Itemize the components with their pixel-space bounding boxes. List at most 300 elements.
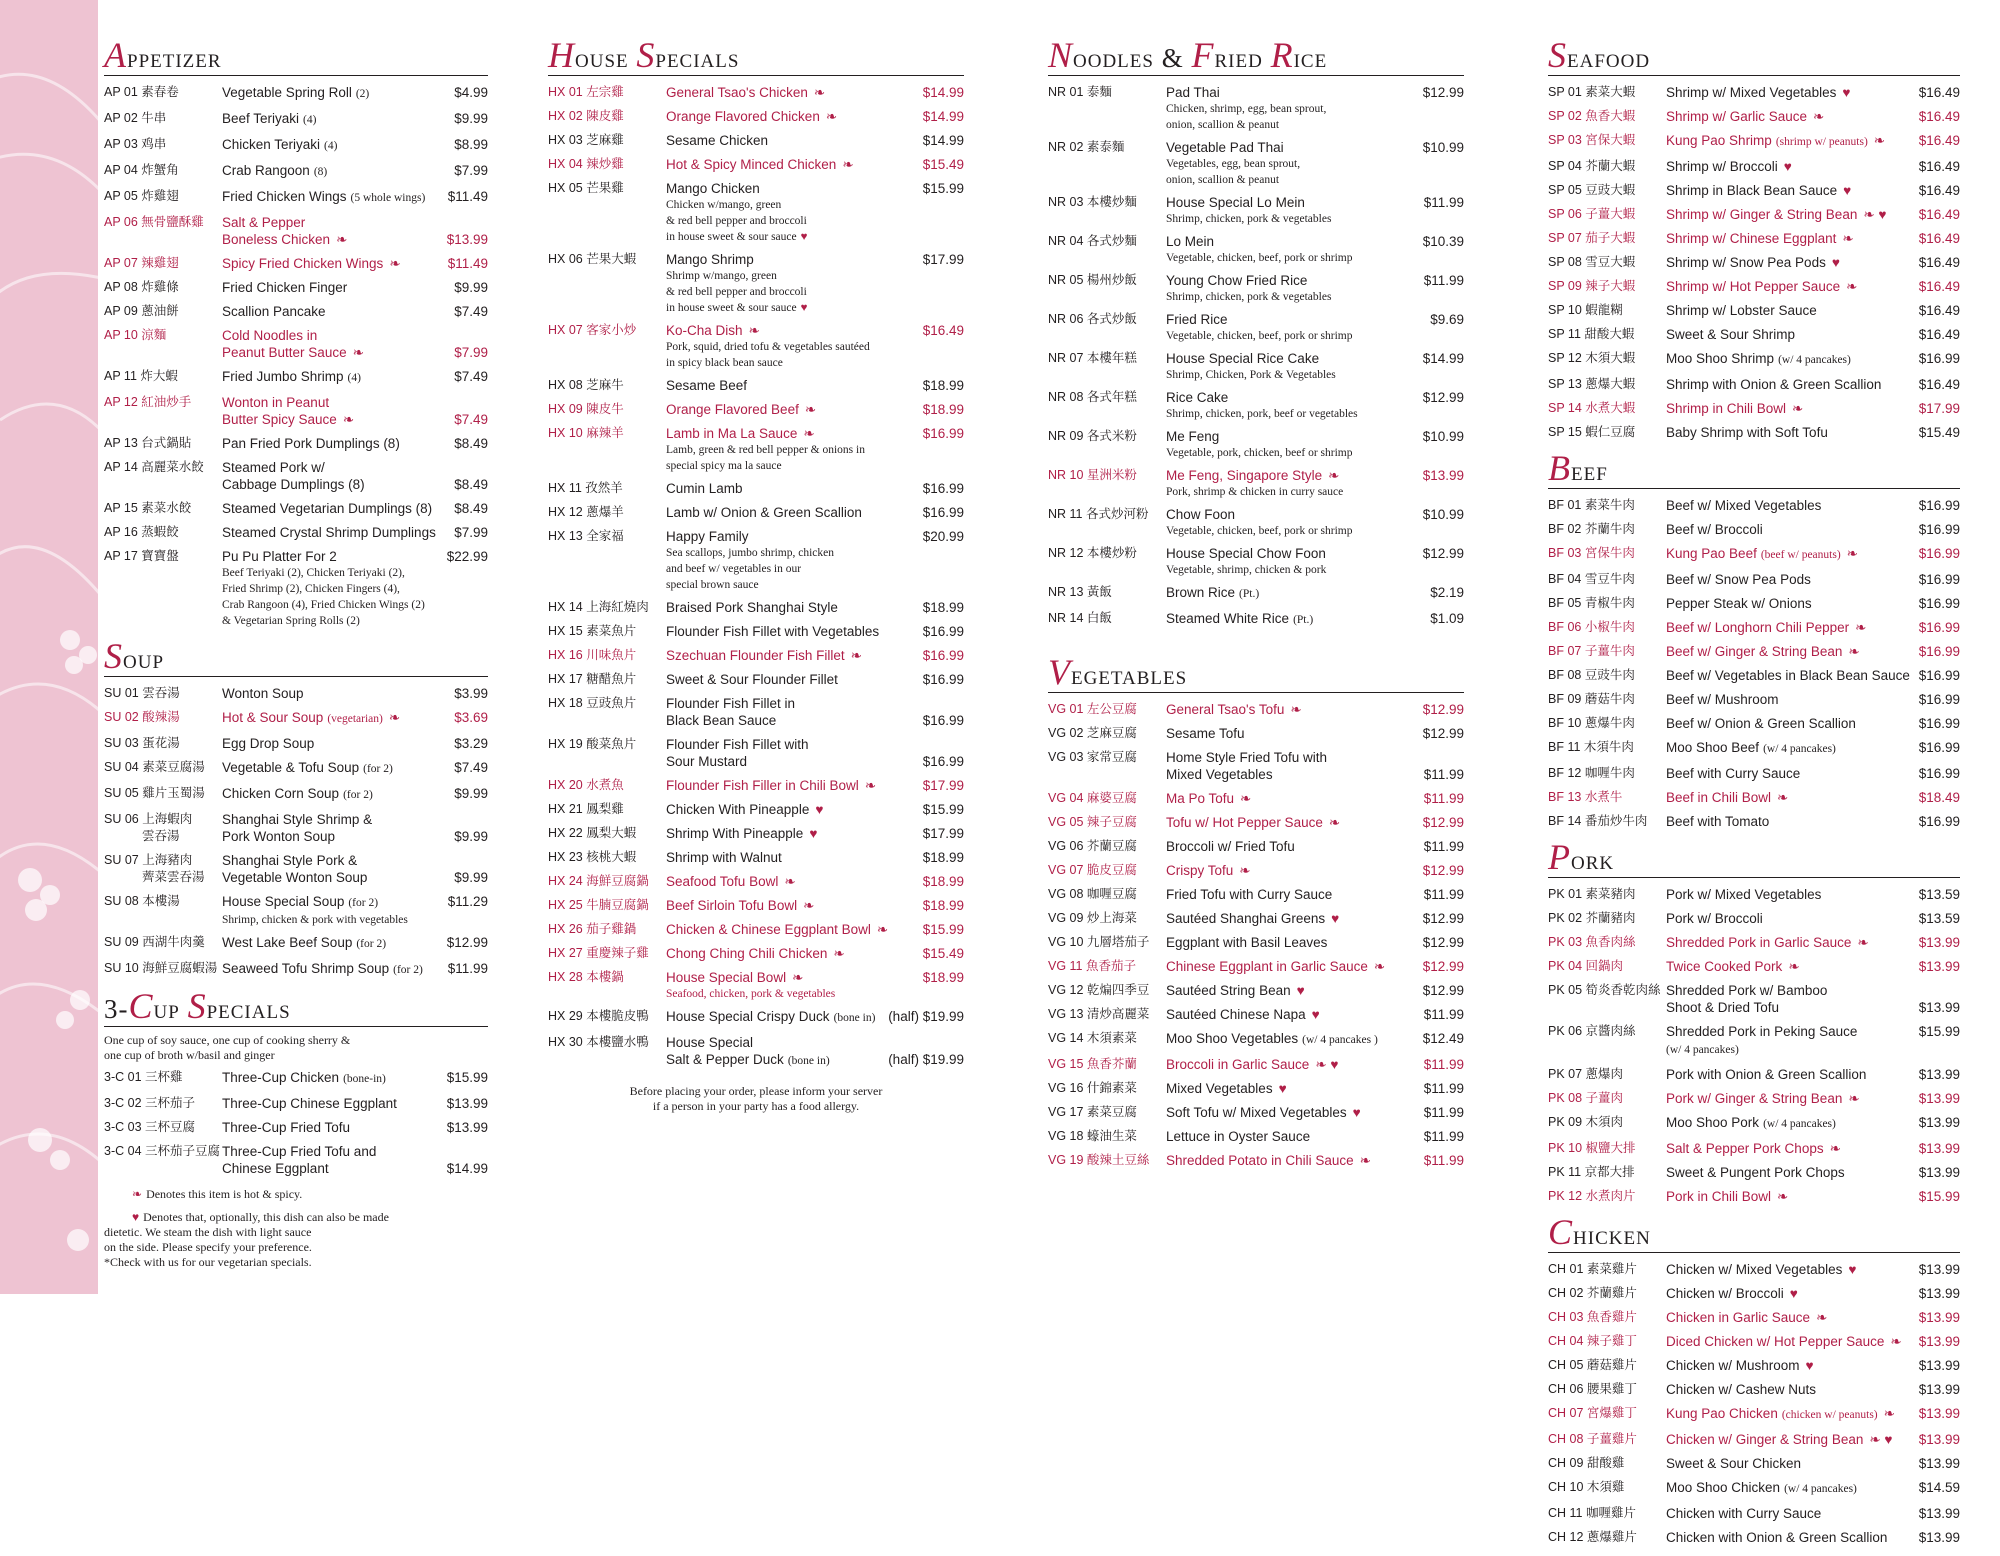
item-price: $16.49: [922, 323, 964, 338]
item-name-text: Shredded Pork in Peking Sauce: [1666, 1024, 1858, 1039]
menu-item: [1548, 1090, 1960, 1107]
floral-pattern: [0, 0, 98, 1294]
item-qualifier: (bone in): [833, 1012, 876, 1024]
item-name-text: Sweet & Sour Shrimp: [1666, 327, 1796, 342]
item-name-line2: [222, 411, 488, 428]
item-code: SU 07 上海豬肉: [104, 853, 193, 867]
hot-spicy-icon: ❧: [1240, 791, 1252, 806]
item-code: HX 17 糖醋魚片: [548, 672, 637, 686]
item-description: [666, 197, 964, 245]
item-price: $16.49: [1918, 183, 1960, 198]
item-price: $16.99: [1918, 716, 1960, 731]
item-code: VG 11 魚香茄子: [1048, 959, 1136, 973]
item-price: $16.99: [922, 672, 964, 687]
item-price: $3.29: [454, 736, 488, 751]
hot-spicy-icon: ❧: [813, 85, 826, 100]
item-description: [1166, 367, 1464, 383]
item-code: BF 04 雪豆牛肉: [1548, 572, 1635, 586]
item-price: $13.99: [1918, 1067, 1960, 1082]
item-name: [1166, 1030, 1464, 1049]
item-name-text: Ko-Cha Dish: [666, 323, 743, 338]
item-name-text: Salt & Pepper: [222, 215, 306, 230]
item-name: [666, 425, 964, 442]
footnote-text: Denotes this item is hot & spicy.: [146, 1187, 303, 1201]
item-name-text: Orange Flavored Beef: [666, 402, 799, 417]
item-name-text: Soft Tofu w/ Mixed Vegetables: [1166, 1105, 1347, 1120]
menu-item: [1548, 1114, 1960, 1133]
item-code: SP 14 水煮大蝦: [1548, 401, 1636, 415]
item-name-text: Fried Rice: [1166, 312, 1228, 327]
item-description: [222, 912, 488, 928]
item-description-text: Sea scallops, jumbo shrimp, chicken and beef w/ vegetables in our special brown sauce: [666, 547, 834, 591]
item-name-text: Chicken with Onion & Green Scallion: [1666, 1530, 1888, 1545]
item-price: $11.99: [1423, 273, 1464, 288]
item-description-text: Vegetable, shrimp, chicken & pork: [1166, 564, 1327, 576]
menu-item: [548, 945, 964, 962]
hot-spicy-icon: ❧: [342, 412, 355, 427]
item-name-text: Broccoli in Garlic Sauce: [1166, 1057, 1310, 1072]
item-description: [1166, 562, 1464, 578]
item-code: SU 05 雞片玉蜀湯: [104, 786, 205, 800]
hot-spicy-icon: ❧: [803, 426, 815, 441]
menu-item: [104, 960, 488, 979]
item-name-text: Home Style Fried Tofu with: [1166, 750, 1328, 765]
item-name: [1666, 400, 1960, 417]
menu-item: [104, 136, 488, 155]
section-title: Seafood: [1548, 38, 1960, 76]
item-code: SU 09 西湖牛肉羹: [104, 935, 205, 949]
menu-section: [1548, 837, 1960, 1205]
item-code: PK 11 京都大排: [1548, 1165, 1635, 1179]
menu-item: [1048, 428, 1464, 461]
item-name-text: Mango Shrimp: [666, 252, 754, 267]
item-price: $11.99: [1423, 1081, 1464, 1096]
section-title: Pork: [1548, 840, 1960, 878]
item-code: SU 01 雲吞湯: [104, 686, 180, 700]
item-price: $13.99: [1422, 468, 1464, 483]
hot-spicy-icon: ❧ ♥: [1869, 1432, 1893, 1447]
section-title: 3-Cup Specials: [104, 989, 488, 1027]
menu-item: [104, 1069, 488, 1088]
item-code: SP 11 甜酸大蝦: [1548, 327, 1635, 341]
item-name: [1666, 643, 1960, 660]
item-name: [1166, 790, 1464, 807]
menu-item: [1548, 254, 1960, 271]
item-code: HX 09 陳皮牛: [548, 402, 624, 416]
hot-spicy-icon: ❧: [336, 232, 348, 247]
hot-spicy-icon: ❧: [389, 256, 401, 271]
item-name-text: House Special Bowl: [666, 970, 787, 985]
item-name: [1666, 1066, 1960, 1083]
item-description: [1166, 156, 1464, 188]
item-name-text: Pork w/ Mixed Vegetables: [1666, 887, 1822, 902]
menu-item: [1048, 1080, 1464, 1097]
item-name-text: Sweet & Pungent Pork Chops: [1666, 1165, 1845, 1180]
menu-item: [1548, 667, 1960, 684]
hot-spicy-icon: ❧: [1777, 1189, 1789, 1204]
menu-item: [548, 156, 964, 173]
menu-item: [1548, 886, 1960, 903]
hot-spicy-icon: ♥: [1831, 255, 1840, 270]
hot-spicy-icon: ❧: [833, 946, 845, 961]
item-name-text2: Butter Spicy Sauce: [222, 412, 337, 427]
item-description: [666, 339, 964, 371]
menu-item: [1048, 910, 1464, 927]
item-name-text: Moo Shoo Chicken: [1666, 1480, 1781, 1495]
item-code: 3-C 03 三杯豆腐: [104, 1120, 195, 1134]
item-code: SU 03 蛋花湯: [104, 736, 180, 750]
item-code: NR 06 各式炒飯: [1048, 312, 1137, 326]
item-name: [222, 524, 488, 541]
menu-item: [548, 251, 964, 316]
menu-item: [1048, 814, 1464, 831]
item-name: [1666, 182, 1960, 199]
menu-item: [1548, 789, 1960, 806]
item-name: [1666, 1023, 1960, 1040]
menu-item: [548, 401, 964, 418]
item-name: [1666, 1405, 1960, 1424]
item-price: $13.99: [1918, 1432, 1960, 1447]
item-name-text: Chicken w/ Mushroom: [1666, 1358, 1800, 1373]
item-name: [1666, 715, 1960, 732]
menu-item: [548, 736, 964, 770]
item-code: 3-C 02 三杯茄子: [104, 1096, 195, 1110]
item-name-text: Steamed Vegetarian Dumplings (8): [222, 501, 433, 516]
menu-item: [1048, 934, 1464, 951]
item-name: [1166, 350, 1464, 367]
item-name-text: Chicken & Chinese Eggplant Bowl: [666, 922, 871, 937]
section-title: Chicken: [1548, 1215, 1960, 1253]
item-qualifier: (for 2): [343, 789, 373, 801]
item-name: [1666, 595, 1960, 612]
section-title: Appetizer: [104, 38, 488, 76]
menu-item: [1548, 1188, 1960, 1205]
item-price: $16.99: [1918, 740, 1960, 755]
item-price: $12.99: [1422, 815, 1464, 830]
item-name: [1666, 1188, 1960, 1205]
item-code: CH 07 宮爆雞丁: [1548, 1406, 1637, 1420]
item-code: HX 08 芝麻牛: [548, 378, 624, 392]
item-name-text: Shanghai Style Pork &: [222, 853, 358, 868]
item-price: $13.99: [446, 1120, 488, 1135]
item-name: [1666, 1431, 1960, 1448]
item-name-text: Shrimp w/ Chinese Eggplant: [1666, 231, 1837, 246]
item-name: [666, 873, 964, 890]
menu-item: [548, 777, 964, 794]
menu-item: [1048, 1056, 1464, 1073]
item-name-text: Beef with Tomato: [1666, 814, 1770, 829]
item-code: HX 20 水煮魚: [548, 778, 624, 792]
item-name-text: Chicken Corn Soup: [222, 786, 340, 801]
item-price: $16.49: [1918, 231, 1960, 246]
item-code: PK 04 回鍋肉: [1548, 959, 1624, 973]
item-price: $14.99: [1422, 351, 1464, 366]
item-name: [1666, 521, 1960, 538]
menu-item: [1548, 910, 1960, 927]
item-qualifier: (for 2): [363, 763, 393, 775]
menu-column-1: [104, 35, 488, 1278]
item-name-text: Kung Pao Beef: [1666, 546, 1757, 561]
item-code: VG 01 左公豆腐: [1048, 702, 1137, 716]
item-code: HX 07 客家小炒: [548, 323, 637, 337]
hot-spicy-icon: ♥: [1805, 1358, 1814, 1373]
menu-item: [1548, 1140, 1960, 1157]
menu-item: [548, 623, 964, 640]
item-name: [1666, 691, 1960, 708]
item-qualifier: (4): [303, 114, 317, 126]
hot-spicy-icon: ❧ ♥: [1315, 1057, 1339, 1072]
item-code: AP 16 蒸蝦餃: [104, 525, 179, 539]
item-code: CH 12 蔥爆雞片: [1548, 1530, 1637, 1544]
item-qualifier: (shrimp w/ peanuts): [1775, 136, 1868, 148]
item-name-text: Shrimp w/ Ginger & String Bean: [1666, 207, 1858, 222]
menu-item: [104, 459, 488, 493]
item-name-text: Three-Cup Chinese Eggplant: [222, 1096, 397, 1111]
menu-item: [1548, 350, 1960, 369]
menu-item: [548, 801, 964, 818]
item-name-text: Sautéed Chinese Napa: [1166, 1007, 1306, 1022]
item-name: [666, 1034, 964, 1051]
menu-item: [1048, 194, 1464, 227]
item-price: $12.99: [1422, 546, 1464, 561]
item-price: $12.99: [1422, 390, 1464, 405]
menu-item: [104, 811, 488, 845]
item-code: HX 15 素菜魚片: [548, 624, 637, 638]
item-name-text: House Special Soup: [222, 894, 345, 909]
menu-item: [1548, 1405, 1960, 1424]
item-code: 3-C 01 三杯雞: [104, 1070, 183, 1084]
item-code: SP 05 豆豉大蝦: [1548, 183, 1636, 197]
item-name-text: General Tsao's Tofu: [1166, 702, 1285, 717]
item-name: [1666, 571, 1960, 588]
item-name: [1166, 1128, 1464, 1145]
item-code: SP 04 芥蘭大蝦: [1548, 159, 1636, 173]
item-price: $7.99: [454, 163, 488, 178]
menu-section: [1548, 1212, 1960, 1546]
item-price: $13.59: [1918, 911, 1960, 926]
item-price: $11.49: [447, 256, 488, 271]
item-code: PK 06 京醬肉絲: [1548, 1024, 1636, 1038]
item-name-text: Salt & Pepper Pork Chops: [1666, 1141, 1824, 1156]
item-name-text: Broccoli w/ Fried Tofu: [1166, 839, 1295, 854]
hot-spicy-icon: ❧: [864, 778, 877, 793]
item-name: [666, 377, 964, 394]
item-name-text: Beef w/ Ginger & String Bean: [1666, 644, 1843, 659]
menu-item: [1548, 376, 1960, 393]
item-name: [666, 322, 964, 339]
item-price: $16.99: [1918, 644, 1960, 659]
menu-item: [104, 709, 488, 728]
menu-item: [1048, 838, 1464, 855]
item-name: [1166, 958, 1464, 975]
menu-item: [104, 162, 488, 181]
item-name-text: West Lake Beef Soup: [222, 935, 353, 950]
item-name-text: Chicken with Curry Sauce: [1666, 1506, 1822, 1521]
item-name-line2: [666, 712, 964, 729]
item-price: $17.99: [922, 826, 964, 841]
item-name-text: Beef w/ Mushroom: [1666, 692, 1779, 707]
item-code: BF 07 子薑牛肉: [1548, 644, 1635, 658]
item-description: [222, 565, 488, 629]
item-code: HX 03 芝麻雞: [548, 133, 624, 147]
item-name-text: Seafood Tofu Bowl: [666, 874, 779, 889]
menu-item: [1548, 521, 1960, 538]
item-name-text: Moo Shoo Pork: [1666, 1115, 1760, 1130]
menu-item: [1548, 206, 1960, 223]
item-name: [666, 623, 964, 640]
item-name-text2: Black Bean Sauce: [666, 713, 777, 728]
item-price: $12.99: [1422, 959, 1464, 974]
item-price: $16.49: [1918, 327, 1960, 342]
item-name: [1166, 934, 1464, 951]
menu-item: [548, 647, 964, 664]
menu-item: [1548, 934, 1960, 951]
item-name: [1166, 1056, 1464, 1073]
item-code: SP 08 雪豆大蝦: [1548, 255, 1636, 269]
footnote: [104, 1210, 488, 1270]
menu-section: [1548, 35, 1960, 441]
item-name-text: Me Feng, Singapore Style: [1166, 468, 1323, 483]
item-name-text: Moo Shoo Beef: [1666, 740, 1760, 755]
menu-item: [548, 180, 964, 245]
item-name: [1166, 701, 1464, 718]
item-name: [1166, 272, 1464, 289]
item-name: [666, 695, 964, 712]
item-name: [1166, 982, 1464, 999]
menu-item: [1548, 982, 1960, 1016]
item-price: $11.99: [1423, 1129, 1464, 1144]
item-price: $11.49: [447, 189, 488, 204]
item-qualifier: (bone-in): [343, 1073, 386, 1085]
menu-item: [1548, 739, 1960, 758]
menu-item: [548, 969, 964, 1002]
menu-item: [104, 188, 488, 207]
hot-spicy-icon: ♥: [815, 802, 824, 817]
item-price: $7.49: [454, 369, 488, 384]
item-price: $14.59: [1918, 1480, 1960, 1495]
item-price: $18.99: [922, 402, 964, 417]
item-qualifier: (4): [324, 140, 338, 152]
item-name-text: Tofu w/ Hot Pepper Sauce: [1166, 815, 1323, 830]
hot-spicy-icon: ❧: [1328, 468, 1340, 483]
item-name: [1166, 584, 1464, 603]
menu-item: [548, 377, 964, 394]
item-price: $7.49: [454, 760, 488, 775]
item-name: [1666, 545, 1960, 564]
item-price: $12.99: [1422, 85, 1464, 100]
menu-item: [1048, 233, 1464, 266]
menu-item: [1548, 715, 1960, 732]
item-price: $9.99: [454, 111, 488, 126]
item-price: $16.49: [1918, 255, 1960, 270]
item-code: SP 15 蝦仁豆腐: [1548, 425, 1636, 439]
hot-spicy-icon: ♥: [1848, 1262, 1857, 1277]
item-price: (half) $19.99: [888, 1009, 964, 1024]
item-price: $16.49: [1918, 159, 1960, 174]
item-price: $13.99: [1918, 959, 1960, 974]
item-name: [222, 735, 488, 752]
item-name: [1666, 230, 1960, 247]
item-code: VG 06 芥蘭豆腐: [1048, 839, 1137, 853]
hot-spicy-icon: ❧: [132, 1187, 143, 1201]
item-qualifier: (chicken w/ peanuts): [1781, 1409, 1878, 1421]
item-code: BF 12 咖喱牛肉: [1548, 766, 1635, 780]
item-code: BF 02 芥蘭牛肉: [1548, 522, 1635, 536]
item-name: [1666, 108, 1960, 125]
hot-spicy-icon: ♥: [1352, 1105, 1361, 1120]
item-code: CH 08 子薑雞片: [1548, 1432, 1637, 1446]
allergy-note: Before placing your order, please inform your server if a person in your party has a food allergy.: [629, 1084, 883, 1113]
item-qualifier: (w/ 4 pancakes): [1763, 1118, 1836, 1130]
item-code: HX 14 上海紅燒肉: [548, 600, 649, 614]
item-name-text: Sweet & Sour Flounder Fillet: [666, 672, 838, 687]
menu-item: [1548, 545, 1960, 564]
menu-section: [104, 35, 488, 629]
item-price: $11.99: [1423, 767, 1464, 782]
item-name-text: Steamed Crystal Shrimp Dumplings: [222, 525, 436, 540]
hot-spicy-icon: ♥: [809, 826, 818, 841]
item-price: $9.99: [454, 280, 488, 295]
item-name-text: Seaweed Tofu Shrimp Soup: [222, 961, 390, 976]
item-name-text: House Special Rice Cake: [1166, 351, 1320, 366]
item-description-text: Shrimp, chicken, pork & vegetables: [1166, 291, 1332, 303]
item-name-text: Beef Teriyaki: [222, 111, 300, 126]
menu-item: [1548, 1455, 1960, 1472]
item-name: [1666, 350, 1960, 369]
item-code: SP 09 辣子大蝦: [1548, 279, 1636, 293]
item-name: [1166, 467, 1464, 484]
item-code: HX 26 茄子雞鍋: [548, 922, 637, 936]
item-description: [666, 545, 964, 593]
item-name: [1166, 311, 1464, 328]
item-price: $13.99: [1918, 1286, 1960, 1301]
item-price: $8.49: [454, 436, 488, 451]
item-name: [666, 156, 964, 173]
item-code: AP 02 牛串: [104, 111, 167, 125]
item-price: $3.69: [454, 710, 488, 725]
item-price: $13.99: [1918, 1091, 1960, 1106]
item-name-text: Moo Shoo Vegetables: [1166, 1031, 1299, 1046]
menu-item: [1048, 584, 1464, 603]
item-code: AP 15 素菜水餃: [104, 501, 192, 515]
item-description: [1166, 445, 1464, 461]
item-name-text: House Special: [666, 1035, 754, 1050]
item-code: HX 11 孜然羊: [548, 481, 623, 495]
item-name: [1666, 1505, 1960, 1522]
item-name-text: Beef in Chili Bowl: [1666, 790, 1772, 805]
item-qualifier: (4): [347, 372, 361, 384]
item-code: CH 10 木須雞: [1548, 1480, 1625, 1494]
menu-item: [1048, 1128, 1464, 1145]
item-code-line2: 薺菜雲吞湯: [142, 870, 205, 884]
item-code: AP 05 炸雞翅: [104, 189, 179, 203]
item-name: [1666, 1114, 1960, 1133]
item-name: [222, 811, 488, 828]
item-price: $16.99: [1918, 596, 1960, 611]
menu-column-4: [1548, 35, 1960, 1556]
item-price: $9.99: [454, 786, 488, 801]
item-name: [1666, 376, 1960, 393]
item-name: [1666, 1357, 1960, 1374]
item-price: $9.99: [454, 870, 488, 885]
item-code: VG 07 脆皮豆腐: [1048, 863, 1137, 877]
hot-spicy-icon: ❧: [784, 874, 796, 889]
item-name-text: Steamed White Rice: [1166, 611, 1290, 626]
item-name: [666, 969, 964, 986]
item-price: $15.99: [1918, 1189, 1960, 1204]
item-price: $8.49: [454, 501, 488, 516]
menu-item: [1548, 1529, 1960, 1546]
